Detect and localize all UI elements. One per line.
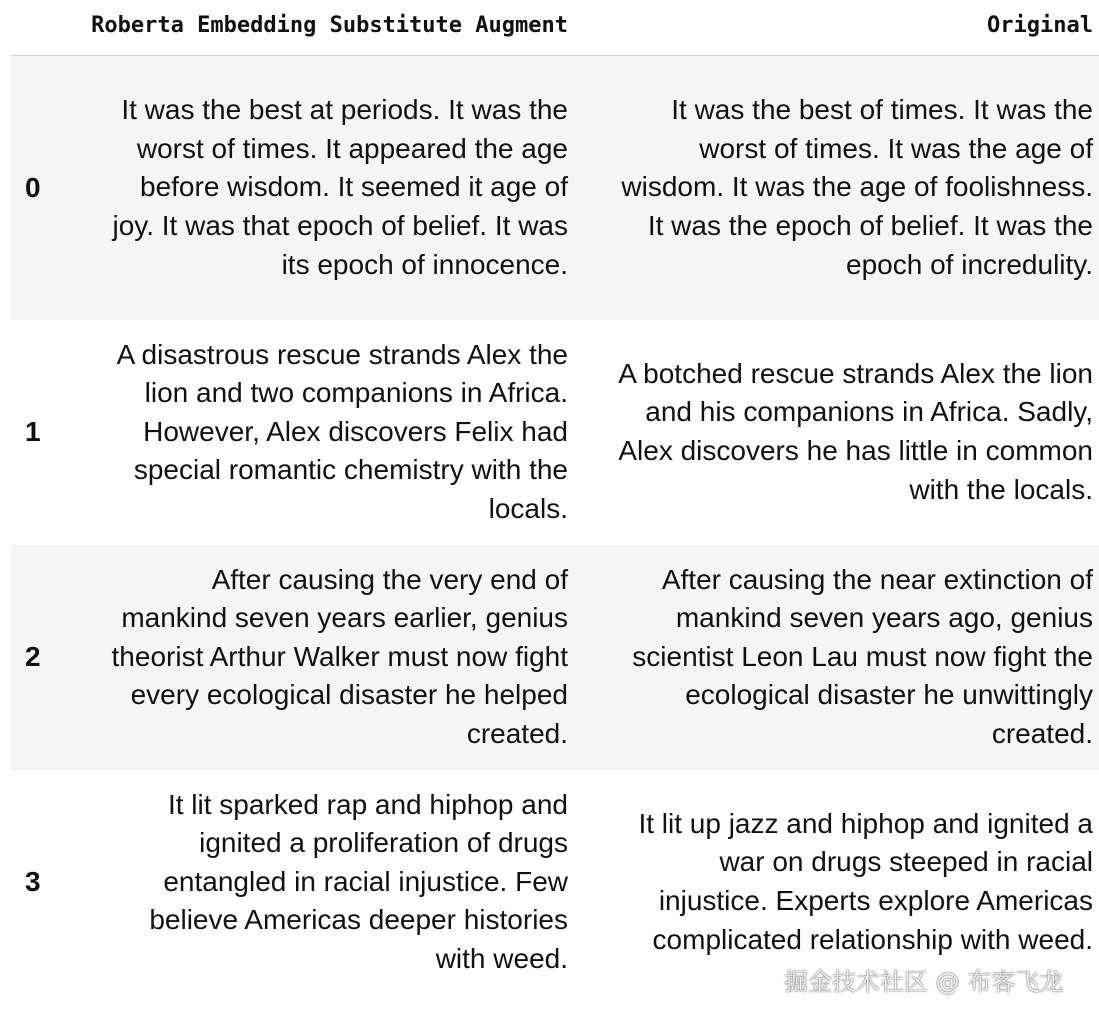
table-row [10, 545, 1099, 770]
index-column-header [10, 0, 85, 56]
augmented-text-cell: It was the best at periods. It was the worst of times. It appeared the age before wisdom. It seemed it age of joy. It was that epoch of belief. It was its epoch of innocence. [112, 94, 568, 280]
table-body [10, 56, 1099, 995]
augmented-text-cell: After causing the very end of mankind seven years earlier, genius theorist Arthur Walker must now fight every ecological disaster he helped created. [111, 563, 568, 749]
augmented-text-cell: It lit sparked rap and hiphop and ignited a proliferation of drugs entangled in racial injustice. Few believe Americas deeper histories with weed. [149, 788, 568, 974]
row-index: 1 [25, 416, 41, 447]
row-index: 2 [25, 641, 41, 672]
augmented-column-header: Roberta Embedding Substitute Augment [85, 0, 577, 56]
original-text-cell: A botched rescue strands Alex the lion and his companions in Africa. Sadly, Alex discovers he has little in common with the locals. [618, 357, 1093, 505]
original-column-header: Original [577, 0, 1099, 56]
table-header [10, 0, 1099, 56]
dataframe-table-container [10, 0, 1099, 995]
row-index: 0 [25, 171, 41, 203]
original-text-cell: It was the best of times. It was the worst of times. It was the age of wisdom. It was the age of foolishness. It was the epoch of belief. It was the epoch of incredulity. [621, 94, 1093, 280]
original-text-cell: After causing the near extinction of mankind seven years ago, genius scientist Leon Lau must now fight the ecological disaster he unwittingly created. [632, 563, 1093, 749]
table-row [10, 770, 1099, 995]
header-row [10, 0, 1099, 56]
table-row [10, 320, 1099, 545]
row-index: 3 [25, 866, 41, 897]
watermark: 掘金技术社区 @ 布客飞龙 [784, 968, 1064, 996]
table-row [10, 56, 1099, 320]
augmented-text-cell: A disastrous rescue strands Alex the lion and two companions in Africa. However, Alex discovers Felix had special romantic chemistry with the locals. [116, 338, 568, 524]
original-text-cell: It lit up jazz and hiphop and ignited a war on drugs steeped in racial injustice. Experts explore Americas complicated relationship with weed. [638, 807, 1093, 955]
dataframe-table [10, 0, 1099, 995]
